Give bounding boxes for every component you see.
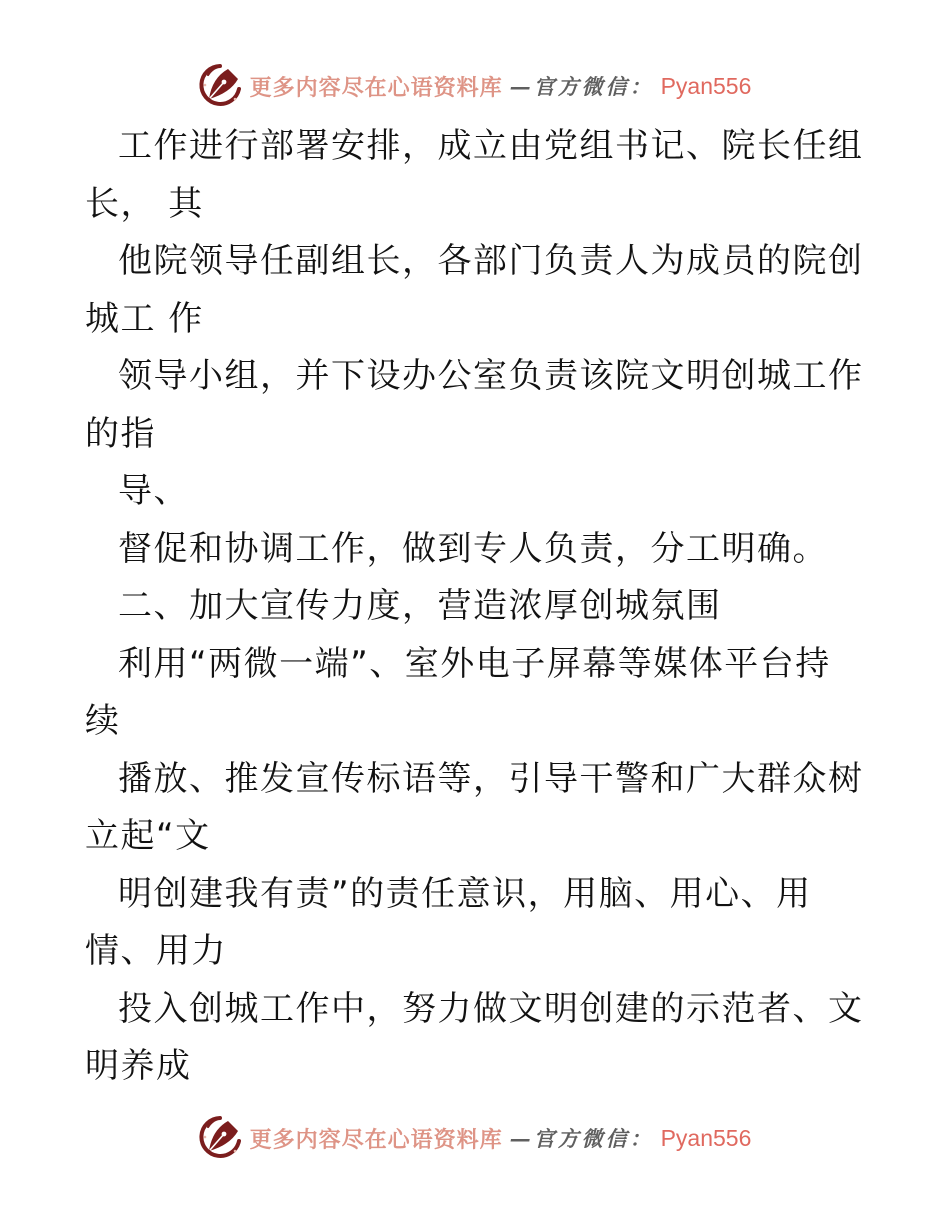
text-line: 的指 [85,413,156,454]
watermark-wechat-label: —官方微信： [509,1126,654,1151]
text-line: 播放、推发宣传标语等，引导干警和广大群众树 [118,758,864,799]
text-line: 督促和协调工作，做到专人负责，分工明确。 [118,528,828,569]
text-line: 工作进行部署安排，成立由党组书记、院长任组 [118,126,864,166]
text-line: 长， 其 [85,183,204,224]
document-lines [85,118,895,1096]
pen-nib-swirl-logo-icon [199,62,243,110]
text-line: 明养成 [85,1046,192,1086]
footer-watermark [0,1114,950,1162]
watermark-wechat-account: Pyan556 [660,72,752,99]
text-line: 领导小组，并下设办公室负责该院文明创城工作 [118,356,864,396]
text-line: 他院领导任副组长，各部门负责人为成员的院创 [118,241,864,281]
text-line: 城工 作 [85,298,204,339]
text-line: 续 [85,701,121,741]
text-line: 投入创城工作中，努力做文明创建的示范者、文 [118,988,864,1029]
text-line: 立起“文 [85,816,211,856]
text-line: 利用“两微一端”、室外电子屏幕等媒体平台持 [118,643,831,684]
text-line: 明创建我有责”的责任意识，用脑、用心、用 [118,873,812,914]
watermark-wechat-account: Pyan556 [660,1124,752,1151]
text-line: 二、加大宣传力度，营造浓厚创城氛围 [118,586,722,626]
text-line: 导、 [118,471,189,511]
watermark-wechat-label: —官方微信： [509,74,654,99]
pen-nib-swirl-logo-icon [199,1114,243,1162]
header-watermark [0,62,950,110]
text-line: 情、用力 [85,931,227,971]
watermark-brand-text: 更多内容尽在心语资料库 [249,74,503,101]
watermark-brand-text: 更多内容尽在心语资料库 [249,1126,503,1153]
